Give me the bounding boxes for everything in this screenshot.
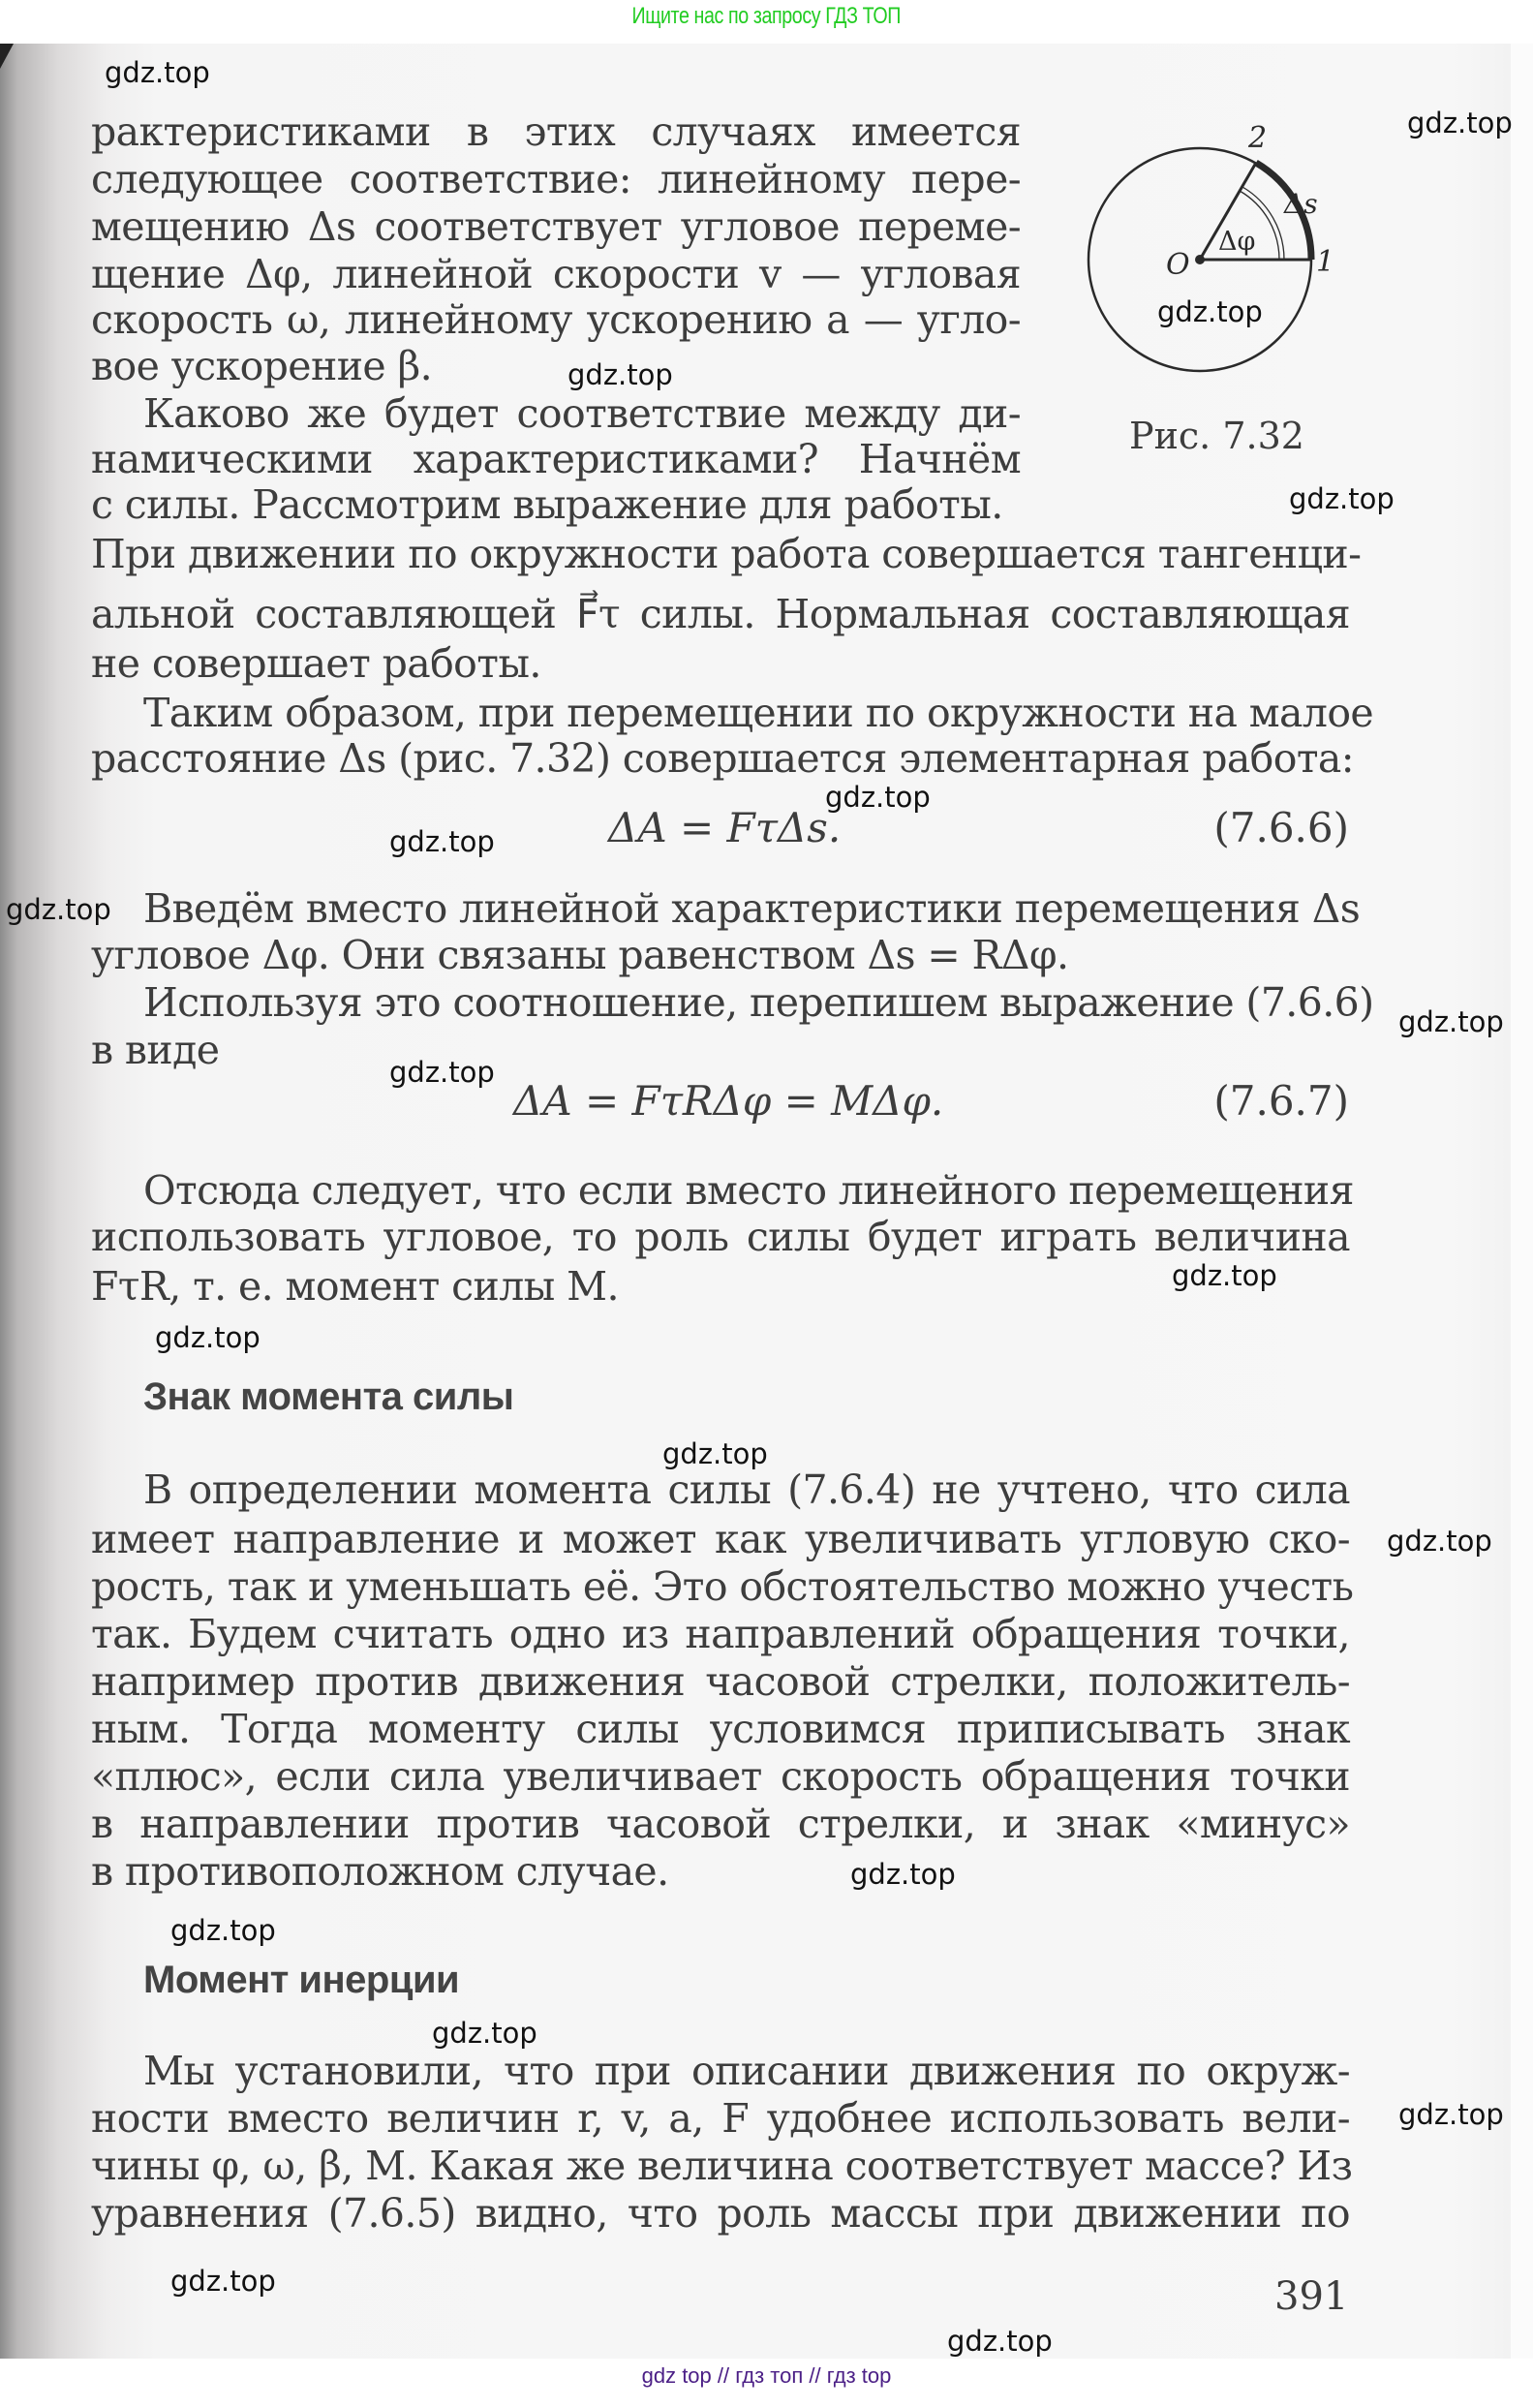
text-line: ности вместо величин r, v, a, F удобнее использовать вели- bbox=[91, 2095, 1350, 2142]
text-line: расстояние Δs (рис. 7.32) совершается элементарная работа: bbox=[91, 735, 1354, 782]
section-heading-moment-of-inertia: Момент инерции bbox=[143, 1959, 460, 2001]
equation-7-6-7: ΔA = FτRΔφ = MΔφ. bbox=[513, 1077, 944, 1125]
text-line: уравнения (7.6.5) видно, что роль массы при движении по bbox=[91, 2190, 1350, 2237]
watermark: gdz.top bbox=[1157, 295, 1263, 328]
section-heading-sign-of-torque: Знак момента силы bbox=[143, 1375, 514, 1418]
equation-number: (7.6.7) bbox=[1213, 1077, 1349, 1125]
page-edge bbox=[1511, 44, 1533, 2359]
text-line: При движении по окружности работа совершается тангенци- bbox=[91, 531, 1362, 577]
text-line: ным. Тогда моменту силы условимся приписывать знак bbox=[91, 1706, 1350, 1752]
watermark: gdz.top bbox=[1407, 107, 1513, 139]
watermark: gdz.top bbox=[170, 1914, 276, 1947]
text-line: FτR, т. е. момент силы M. bbox=[91, 1263, 619, 1310]
text-line: Отсюда следует, что если вместо линейного перемещения bbox=[143, 1167, 1354, 1214]
watermark: gdz.top bbox=[389, 1056, 495, 1089]
label-point-2: 2 bbox=[1248, 121, 1268, 155]
text-line: «плюс», если сила увеличивает скорость обращения точки bbox=[91, 1753, 1350, 1800]
text-line: с силы. Рассмотрим выражение для работы. bbox=[91, 481, 1003, 528]
page-number: 391 bbox=[1274, 2274, 1349, 2319]
text-line: чины φ, ω, β, M. Какая же величина соответствует массе? Из bbox=[91, 2143, 1353, 2189]
figure-caption: Рис. 7.32 bbox=[1129, 415, 1304, 457]
text-line: скорость ω, линейному ускорению a — угло- bbox=[91, 296, 1021, 343]
text-line: рость, так и уменьшать её. Это обстоятельство можно учесть bbox=[91, 1563, 1354, 1610]
text-line: в противоположном случае. bbox=[91, 1848, 669, 1895]
label-point-1: 1 bbox=[1316, 245, 1335, 279]
watermark: gdz.top bbox=[170, 2265, 276, 2298]
text-line: Каково же будет соответствие между ди- bbox=[143, 390, 1021, 437]
text-line: следующее соответствие: линейному пере- bbox=[91, 156, 1021, 202]
text-line: Таким образом, при перемещении по окружности на малое bbox=[143, 690, 1374, 736]
footer-links bbox=[0, 2363, 1533, 2389]
label-arc-ds: Δs bbox=[1284, 188, 1318, 220]
watermark: gdz.top bbox=[105, 56, 210, 89]
text-line: вое ускорение β. bbox=[91, 343, 433, 389]
text-line: Мы установили, что при описании движения по окруж- bbox=[143, 2048, 1350, 2094]
text-line: имеет направление и может как увеличивать угловую ско- bbox=[91, 1516, 1350, 1562]
watermark: gdz.top bbox=[825, 781, 931, 814]
text-line: угловое Δφ. Они связаны равенством Δs = RΔφ. bbox=[91, 932, 1069, 978]
equation-7-6-6: ΔA = FτΔs. bbox=[608, 804, 842, 851]
footer-text: gdz top // гдз топ // гдз top bbox=[641, 2363, 892, 2388]
text-line: мещению Δs соответствует угловое переме- bbox=[91, 203, 1021, 250]
text-line: В определении момента силы (7.6.4) не учтено, что сила bbox=[143, 1466, 1350, 1513]
watermark: gdz.top bbox=[947, 2325, 1053, 2358]
text-line: рактеристиками в этих случаях имеется bbox=[91, 108, 1021, 155]
watermark: gdz.top bbox=[567, 358, 673, 391]
text-line: альной составляющей F⃗τ силы. Нормальная составляющая bbox=[91, 591, 1350, 637]
text-line: Используя это соотношение, перепишем выражение (7.6.6) bbox=[143, 979, 1374, 1026]
watermark: gdz.top bbox=[1172, 1259, 1277, 1292]
text-line: в виде bbox=[91, 1027, 220, 1073]
equation-number: (7.6.6) bbox=[1213, 804, 1349, 851]
page-corner-shadow bbox=[0, 44, 14, 69]
watermark: gdz.top bbox=[850, 1858, 956, 1891]
watermark: gdz.top bbox=[1398, 2098, 1504, 2131]
text-line: так. Будем считать одно из направлений обращения точки, bbox=[91, 1611, 1350, 1657]
banner-text: Ищите нас по запросу ГДЗ ТОП bbox=[631, 3, 902, 29]
text-line: например против движения часовой стрелки, положитель- bbox=[91, 1658, 1350, 1705]
text-line: щение Δφ, линейной скорости v — угловая bbox=[91, 251, 1021, 297]
text-line: намическими характеристиками? Начнём bbox=[91, 436, 1021, 482]
text-line: Введём вместо линейной характеристики перемещения Δs bbox=[143, 885, 1361, 932]
label-origin: O bbox=[1166, 248, 1190, 282]
watermark: gdz.top bbox=[155, 1321, 261, 1354]
figure-circle-diagram bbox=[1056, 107, 1375, 397]
watermark: gdz.top bbox=[1398, 1005, 1504, 1038]
watermark: gdz.top bbox=[389, 825, 495, 858]
watermark: gdz.top bbox=[432, 2017, 537, 2050]
search-banner bbox=[0, 0, 1533, 44]
watermark: gdz.top bbox=[1289, 482, 1395, 515]
text-line: не совершает работы. bbox=[91, 640, 541, 687]
text-line: в направлении против часовой стрелки, и знак «минус» bbox=[91, 1801, 1350, 1847]
watermark: gdz.top bbox=[662, 1437, 768, 1470]
label-angle-dphi: Δφ bbox=[1218, 227, 1256, 257]
watermark: gdz.top bbox=[1387, 1525, 1492, 1558]
text-line: использовать угловое, то роль силы будет играть величина bbox=[91, 1214, 1350, 1260]
watermark: gdz.top bbox=[6, 893, 111, 926]
